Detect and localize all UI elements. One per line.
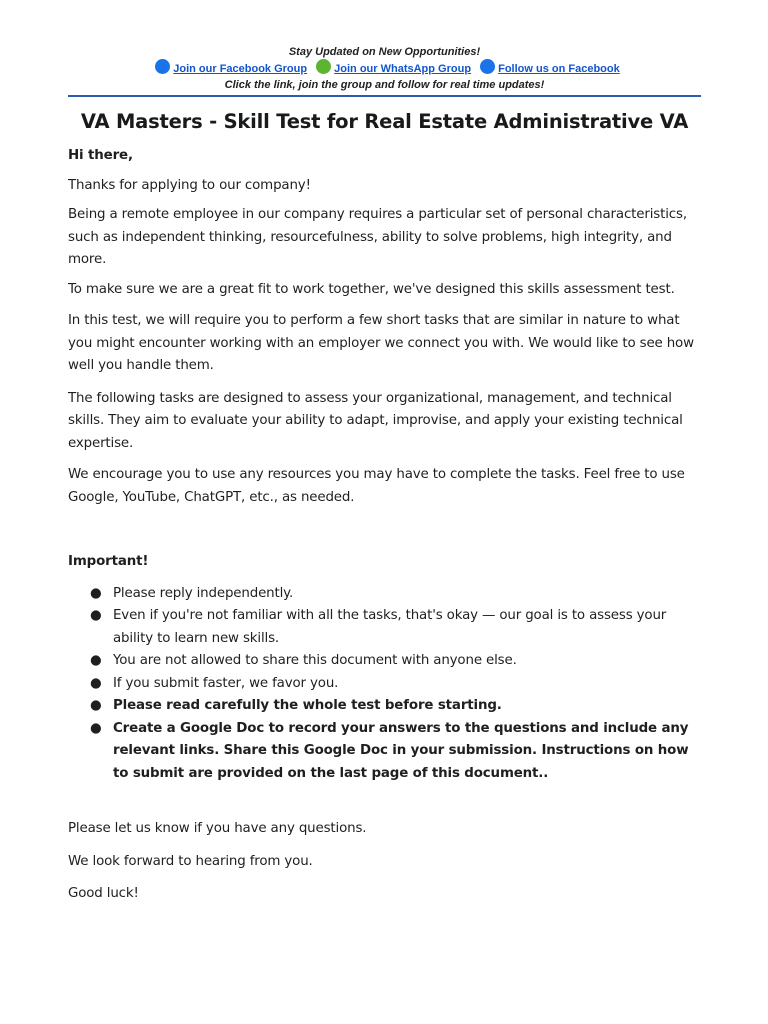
bullet-icon: ● [90,720,102,736]
paragraph: Being a remote employee in our company requires a particular set of personal characteristics, such as independent thinking, resourcefulness, ability to solve problems, high integrity, and more. [68,207,687,267]
list-item-text: Please read carefully the whole test before starting. [113,698,502,713]
list-item [68,605,701,650]
bullet-icon: ● [90,675,102,691]
closing-line: Please let us know if you have any questions. [68,821,367,836]
list-item [68,718,701,786]
banner-headline: Stay Updated on New Opportunities! [288,46,481,58]
document-body [68,145,701,906]
banner-subline: Click the link, join the group and follow for real time updates! [224,79,545,91]
blue-circle-icon [155,59,170,74]
facebook-group-link[interactable]: Join our Facebook Group [173,63,308,75]
bullet-icon: ● [90,653,102,668]
paragraph: In this test, we will require you to perform a few short tasks that are similar in nature to what you might encounter working with an employer we connect you with. We would like to see how well you handle them. [68,313,694,373]
paragraph: We encourage you to use any resources you may have to complete the tasks. Feel free to use Google, YouTube, ChatGPT, etc., as needed. [68,467,685,505]
list-item [68,650,701,673]
greeting: Hi there, [68,148,133,163]
bullet-icon: ● [90,585,102,601]
facebook-follow-link[interactable]: Follow us on Facebook [498,63,620,75]
paragraph: Thanks for applying to our company! [68,177,311,193]
list-item [68,583,701,606]
social-banner [68,45,701,91]
document-page [68,0,701,906]
header-divider [68,95,701,97]
list-item-text: Create a Google Doc to record your answers to the questions and include any relevant links. Share this Google Doc in your submission. Instructions on how to submit are provided on the last page of this document.. [113,720,689,781]
important-heading: Important! [68,554,149,569]
list-item-text: Please reply independently. [113,585,294,601]
closing-line: We look forward to hearing from you. [68,853,313,869]
document-title: VA Masters - Skill Test for Real Estate Administrative VA [80,110,689,133]
list-item [68,673,701,696]
blue-circle-icon [480,59,495,74]
paragraph: To make sure we are a great fit to work together, we've designed this skills assessment test. [68,281,675,297]
list-item-text: If you submit faster, we favor you. [113,675,339,691]
whatsapp-group-link[interactable]: Join our WhatsApp Group [334,63,472,75]
list-item-text: Even if you're not familiar with all the tasks, that's okay — our goal is to assess your ability to learn new skills. [113,608,667,646]
list-item-text: You are not allowed to share this document with anyone else. [113,653,517,668]
bullet-icon: ● [90,608,102,623]
list-item [68,695,701,718]
banner-links [68,59,701,79]
green-circle-icon [316,59,331,74]
bullet-icon: ● [90,698,102,713]
paragraph: The following tasks are designed to assess your organizational, management, and technical skills. They aim to evaluate your ability to adapt, improvise, and apply your existing technical expertise. [68,390,683,451]
closing-line: Good luck! [68,886,139,901]
important-list [68,583,701,786]
